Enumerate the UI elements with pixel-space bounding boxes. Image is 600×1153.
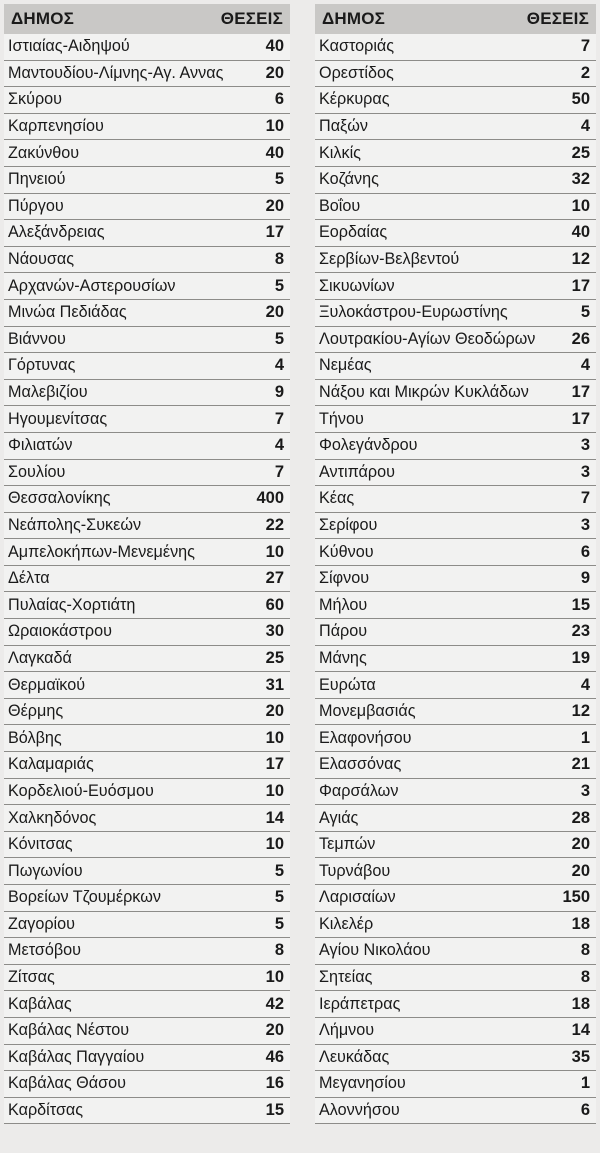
seat-count: 18 — [571, 914, 590, 933]
municipality-name: Ζακύνθου — [8, 143, 80, 162]
seat-count: 6 — [580, 542, 590, 561]
seat-count: 4 — [274, 436, 284, 455]
seat-count: 16 — [265, 1074, 284, 1093]
table-row — [4, 433, 290, 460]
table-row — [315, 885, 596, 912]
municipality-name: Σητείας — [319, 968, 373, 987]
seat-count: 12 — [571, 250, 590, 269]
municipality-name: Καβάλας — [8, 994, 72, 1013]
seat-count: 10 — [265, 117, 284, 136]
table-row — [4, 406, 290, 433]
municipality-name: Λήμνου — [319, 1021, 375, 1040]
seat-count: 10 — [265, 781, 284, 800]
table-row — [315, 938, 596, 965]
seat-count: 17 — [571, 383, 590, 402]
seat-count: 17 — [265, 223, 284, 242]
municipality-name: Αγίου Νικολάου — [319, 941, 431, 960]
table-row — [4, 34, 290, 61]
seat-count: 5 — [274, 888, 284, 907]
seat-count: 10 — [265, 542, 284, 561]
municipality-name: Σκύρου — [8, 90, 63, 109]
table-row — [4, 194, 290, 221]
table-row — [4, 779, 290, 806]
table-row — [315, 406, 596, 433]
municipality-name: Τήνου — [319, 409, 364, 428]
municipality-name: Κύθνου — [319, 542, 374, 561]
table-row — [4, 885, 290, 912]
municipality-name: Καβάλας Νέστου — [8, 1021, 130, 1040]
seat-count: 40 — [571, 223, 590, 242]
municipality-name: Μαντουδίου-Λίμνης-Αγ. Αννας — [8, 63, 224, 82]
municipality-name: Λευκάδας — [319, 1047, 390, 1066]
table-row — [4, 832, 290, 859]
seat-count: 19 — [571, 648, 590, 667]
municipality-name: Νάξου και Μικρών Κυκλάδων — [319, 383, 529, 402]
table-row — [4, 725, 290, 752]
municipality-name: Αμπελοκήπων-Μενεμένης — [8, 542, 195, 561]
seat-count: 14 — [265, 808, 284, 827]
table-row — [315, 194, 596, 221]
table-row — [4, 140, 290, 167]
header-municipality: ΔΗΜΟΣ — [322, 9, 386, 28]
municipality-name: Καρδίτσας — [8, 1101, 84, 1120]
table-row — [4, 858, 290, 885]
seat-count: 6 — [580, 1101, 590, 1120]
seat-count: 4 — [580, 675, 590, 694]
table-row — [315, 247, 596, 274]
municipality-name: Θερμαϊκού — [8, 675, 86, 694]
municipality-name: Ξυλοκάστρου-Ευρωστίνης — [319, 303, 508, 322]
left-rows — [4, 34, 290, 1124]
seat-count: 30 — [265, 622, 284, 641]
municipality-name: Κέας — [319, 489, 355, 508]
municipality-name: Σερβίων-Βελβεντού — [319, 250, 460, 269]
table-row — [315, 619, 596, 646]
table-row — [4, 167, 290, 194]
table-row — [315, 87, 596, 114]
municipality-name: Μονεμβασιάς — [319, 702, 416, 721]
seat-count: 9 — [580, 569, 590, 588]
municipality-name: Καρπενησίου — [8, 117, 104, 136]
seat-count: 15 — [571, 595, 590, 614]
municipality-name: Κιλκίς — [319, 143, 361, 162]
seat-count: 1 — [580, 728, 590, 747]
municipality-name: Μάνης — [319, 648, 367, 667]
municipality-name: Πάρου — [319, 622, 368, 641]
municipality-name: Τυρνάβου — [319, 861, 391, 880]
municipality-name: Εορδαίας — [319, 223, 388, 242]
seat-count: 42 — [265, 994, 284, 1013]
seat-count: 10 — [265, 968, 284, 987]
municipality-name: Λαγκαδά — [8, 648, 72, 667]
table-row — [315, 858, 596, 885]
seat-count: 3 — [580, 462, 590, 481]
seat-count: 10 — [265, 835, 284, 854]
seat-count: 25 — [571, 143, 590, 162]
table-row — [315, 1018, 596, 1045]
municipality-name: Βόλβης — [8, 728, 62, 747]
table-row — [315, 646, 596, 673]
seat-count: 7 — [274, 462, 284, 481]
table-row — [4, 273, 290, 300]
table-row — [315, 1098, 596, 1125]
municipality-name: Πύργου — [8, 196, 64, 215]
right-column-table — [315, 4, 596, 1124]
table-row — [315, 61, 596, 88]
table-row — [315, 965, 596, 992]
table-row — [315, 513, 596, 540]
table-row — [315, 566, 596, 593]
table-row — [315, 592, 596, 619]
municipality-name: Αλεξάνδρειας — [8, 223, 105, 242]
seat-count: 1 — [580, 1074, 590, 1093]
table-row — [315, 539, 596, 566]
seat-count: 400 — [256, 489, 284, 508]
seat-count: 60 — [265, 595, 284, 614]
seat-count: 17 — [571, 276, 590, 295]
municipality-name: Ιστιαίας-Αιδηψού — [8, 37, 130, 56]
seat-count: 22 — [265, 515, 284, 534]
municipality-name: Αρχανών-Αστερουσίων — [8, 276, 176, 295]
seat-count: 3 — [580, 515, 590, 534]
municipality-name: Νάουσας — [8, 250, 75, 269]
table-row — [315, 34, 596, 61]
municipality-name: Μετσόβου — [8, 941, 82, 960]
seat-count: 4 — [580, 356, 590, 375]
municipality-name: Πηνειού — [8, 170, 66, 189]
municipality-name: Κιλελέρ — [319, 914, 374, 933]
seat-count: 3 — [580, 781, 590, 800]
municipality-name: Πωγωνίου — [8, 861, 83, 880]
seat-count: 6 — [274, 90, 284, 109]
seat-count: 5 — [274, 861, 284, 880]
table-row — [315, 486, 596, 513]
municipality-name: Ζίτσας — [8, 968, 55, 987]
seat-count: 31 — [265, 675, 284, 694]
municipality-name: Τεμπών — [319, 835, 376, 854]
seat-count: 5 — [274, 276, 284, 295]
table-row — [315, 832, 596, 859]
municipality-name: Αντιπάρου — [319, 462, 395, 481]
municipality-name: Νεμέας — [319, 356, 372, 375]
seat-count: 35 — [571, 1047, 590, 1066]
table-row — [4, 752, 290, 779]
seat-count: 5 — [274, 170, 284, 189]
table-row — [4, 220, 290, 247]
seat-count: 4 — [274, 356, 284, 375]
municipality-name: Σικυωνίων — [319, 276, 395, 295]
municipality-name: Θέρμης — [8, 702, 64, 721]
municipality-name: Γόρτυνας — [8, 356, 76, 375]
seat-count: 28 — [571, 808, 590, 827]
seat-count: 8 — [274, 941, 284, 960]
table-row — [315, 752, 596, 779]
seat-count: 7 — [580, 37, 590, 56]
municipality-name: Ελαφονήσου — [319, 728, 412, 747]
municipality-name: Ευρώτα — [319, 675, 376, 694]
table-row — [4, 805, 290, 832]
municipality-name: Μαλεβιζίου — [8, 383, 88, 402]
seat-count: 46 — [265, 1047, 284, 1066]
municipality-name: Ελασσόνας — [319, 755, 402, 774]
seat-count: 2 — [580, 63, 590, 82]
table-row — [315, 167, 596, 194]
municipality-name: Παξών — [319, 117, 369, 136]
table-row — [315, 991, 596, 1018]
municipality-name: Πυλαίας-Χορτιάτη — [8, 595, 136, 614]
table-row — [4, 672, 290, 699]
table-row — [4, 1018, 290, 1045]
table-row — [315, 140, 596, 167]
table-row — [315, 912, 596, 939]
municipality-name: Βορείων Τζουμέρκων — [8, 888, 161, 907]
table-row — [4, 114, 290, 141]
table-row — [4, 912, 290, 939]
table-header — [4, 4, 290, 34]
table-header — [315, 4, 596, 34]
municipality-name: Κόνιτσας — [8, 835, 73, 854]
table-row — [4, 566, 290, 593]
seat-count: 8 — [274, 250, 284, 269]
seat-count: 20 — [571, 835, 590, 854]
municipality-name: Καλαμαριάς — [8, 755, 94, 774]
seat-count: 5 — [274, 914, 284, 933]
table-row — [4, 699, 290, 726]
municipality-name: Αλοννήσου — [319, 1101, 400, 1120]
table-row — [4, 991, 290, 1018]
municipality-name: Αγιάς — [319, 808, 359, 827]
table-row — [315, 380, 596, 407]
seat-count: 15 — [265, 1101, 284, 1120]
seat-count: 18 — [571, 994, 590, 1013]
table-row — [4, 1098, 290, 1125]
header-municipality: ΔΗΜΟΣ — [11, 9, 75, 28]
seat-count: 8 — [580, 941, 590, 960]
municipality-name: Σερίφου — [319, 515, 378, 534]
seat-count: 7 — [580, 489, 590, 508]
seat-count: 26 — [571, 329, 590, 348]
seat-count: 17 — [265, 755, 284, 774]
municipality-name: Θεσσαλονίκης — [8, 489, 111, 508]
seat-count: 5 — [274, 329, 284, 348]
table-row — [315, 1071, 596, 1098]
right-rows — [315, 34, 596, 1124]
table-row — [315, 725, 596, 752]
municipality-name: Βοΐου — [319, 196, 361, 215]
table-row — [315, 220, 596, 247]
table-row — [315, 327, 596, 354]
municipality-name: Ηγουμενίτσας — [8, 409, 108, 428]
seat-count: 5 — [580, 303, 590, 322]
seat-count: 25 — [265, 648, 284, 667]
municipality-name: Ιεράπετρας — [319, 994, 401, 1013]
municipality-name: Βιάννου — [8, 329, 66, 348]
table-row — [4, 486, 290, 513]
table-row — [4, 460, 290, 487]
seat-count: 20 — [265, 63, 284, 82]
municipality-name: Χαλκηδόνος — [8, 808, 97, 827]
municipality-name: Καστοριάς — [319, 37, 395, 56]
table-row — [4, 380, 290, 407]
seat-count: 10 — [571, 196, 590, 215]
table-row — [4, 592, 290, 619]
municipality-name: Φολεγάνδρου — [319, 436, 418, 455]
seat-count: 40 — [265, 143, 284, 162]
municipality-name: Δέλτα — [8, 569, 50, 588]
table-row — [4, 1045, 290, 1072]
seat-count: 20 — [265, 196, 284, 215]
seat-count: 17 — [571, 409, 590, 428]
table-row — [4, 61, 290, 88]
seat-count: 14 — [571, 1021, 590, 1040]
seat-count: 12 — [571, 702, 590, 721]
seat-count: 4 — [580, 117, 590, 136]
municipality-name: Καβάλας Παγγαίου — [8, 1047, 145, 1066]
table-row — [4, 300, 290, 327]
seat-count: 27 — [265, 569, 284, 588]
table-row — [315, 300, 596, 327]
table-row — [4, 965, 290, 992]
table-row — [315, 273, 596, 300]
municipality-name: Ορεστίδος — [319, 63, 394, 82]
municipality-name: Λαρισαίων — [319, 888, 396, 907]
municipality-name: Νεάπολης-Συκεών — [8, 515, 142, 534]
table-row — [4, 327, 290, 354]
seat-count: 32 — [571, 170, 590, 189]
municipality-name: Καβάλας Θάσου — [8, 1074, 126, 1093]
table-row — [315, 114, 596, 141]
table-row — [4, 938, 290, 965]
seat-count: 23 — [571, 622, 590, 641]
municipality-name: Κέρκυρας — [319, 90, 390, 109]
seat-count: 7 — [274, 409, 284, 428]
municipality-name: Κορδελιού-Ευόσμου — [8, 781, 154, 800]
table-row — [4, 1071, 290, 1098]
municipality-name: Φιλιατών — [8, 436, 73, 455]
seat-count: 9 — [274, 383, 284, 402]
municipality-name: Σίφνου — [319, 569, 370, 588]
municipality-name: Ζαγορίου — [8, 914, 76, 933]
header-seats: ΘΕΣΕΙΣ — [220, 9, 283, 28]
table-row — [315, 805, 596, 832]
table-row — [4, 247, 290, 274]
seat-count: 150 — [562, 888, 590, 907]
municipality-name: Μήλου — [319, 595, 368, 614]
table-row — [4, 646, 290, 673]
table-row — [4, 619, 290, 646]
municipality-name: Μεγανησίου — [319, 1074, 406, 1093]
seat-count: 20 — [265, 1021, 284, 1040]
header-seats: ΘΕΣΕΙΣ — [526, 9, 589, 28]
seat-count: 20 — [265, 303, 284, 322]
municipality-name: Φαρσάλων — [319, 781, 399, 800]
municipality-name: Κοζάνης — [319, 170, 379, 189]
seat-count: 40 — [265, 37, 284, 56]
table-row — [315, 1045, 596, 1072]
seat-count: 3 — [580, 436, 590, 455]
table-row — [315, 699, 596, 726]
seat-count: 8 — [580, 968, 590, 987]
table-row — [315, 433, 596, 460]
municipality-name: Μινώα Πεδιάδας — [8, 303, 127, 322]
municipality-name: Σουλίου — [8, 462, 66, 481]
table-row — [315, 779, 596, 806]
table-row — [4, 539, 290, 566]
table-row — [4, 87, 290, 114]
table-row — [315, 672, 596, 699]
seat-count: 50 — [571, 90, 590, 109]
seat-count: 21 — [571, 755, 590, 774]
seat-count: 20 — [571, 861, 590, 880]
table-row — [4, 353, 290, 380]
table-row — [315, 460, 596, 487]
municipality-name: Ωραιοκάστρου — [8, 622, 112, 641]
table-row — [315, 353, 596, 380]
municipality-name: Λουτρακίου-Αγίων Θεοδώρων — [319, 329, 536, 348]
seat-count: 20 — [265, 702, 284, 721]
left-column-table — [4, 4, 290, 1124]
seat-count: 10 — [265, 728, 284, 747]
table-row — [4, 513, 290, 540]
